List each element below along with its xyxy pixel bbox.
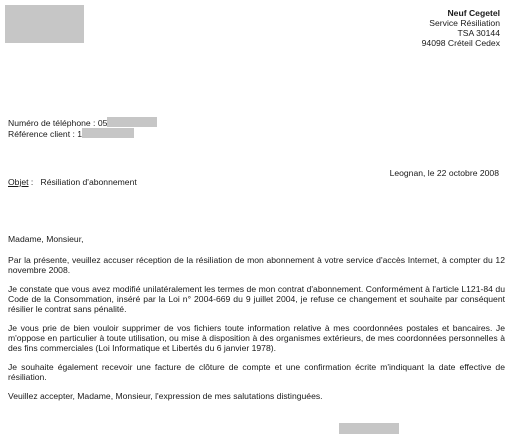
recipient-address [300,8,500,48]
recipient-line-3: 94098 Créteil Cedex [421,38,500,48]
reference-block [8,117,157,139]
letter-date: Leognan, le 22 octobre 2008 [389,168,499,178]
client-label: Référence client : 1 [8,129,83,139]
paragraph: Je souhaite également recevoir une facture de clôture de compte et une confirmation écrite m'indiquant la date effective de résiliation. [8,362,505,382]
client-redaction [82,128,134,138]
recipient-line-1: Service Résiliation [429,18,500,28]
letter-body [8,234,505,410]
client-line [8,128,157,139]
paragraph: Je vous prie de bien vouloir supprimer de vos fichiers toute information relative à mes coordonnées postales et bancaires. Je m'oppose en particulier à toute utilisation, ou mise à disposition à des organismes extérieurs, de mes coordonnées personnelles à des fins commerciales (Loi Informatique et Libertés du 6 janvier 1978). [8,323,505,353]
sender-address-redaction [5,5,84,43]
greeting: Madame, Monsieur, [8,234,84,244]
subject-line [8,177,137,187]
subject-text: Résiliation d'abonnement [40,177,137,187]
phone-redaction [107,117,157,127]
recipient-name: Neuf Cegetel [447,8,500,18]
signature-redaction [339,423,399,434]
paragraph: Veuillez accepter, Madame, Monsieur, l'expression de mes salutations distinguées. [8,391,323,401]
phone-line [8,117,157,128]
subject-separator: : [28,177,34,187]
subject-label: Objet [8,177,29,187]
paragraph: Par la présente, veuillez accuser réception de la résiliation de mon abonnement à votre service d'accès Internet, à compter du 12 novembre 2008. [8,255,505,275]
paragraph: Je constate que vous avez modifié unilatéralement les termes de mon contrat d'abonnement. Conformément à l'article L121-84 du Code de la Consommation, inséré par la Loi n° 2004-669 du 9 juillet 2004, je refuse ce changement et souhaite par conséquent résilier le contrat sans pénalité. [8,284,505,314]
phone-label: Numéro de téléphone : 05 [8,118,108,128]
recipient-line-2: TSA 30144 [457,28,500,38]
